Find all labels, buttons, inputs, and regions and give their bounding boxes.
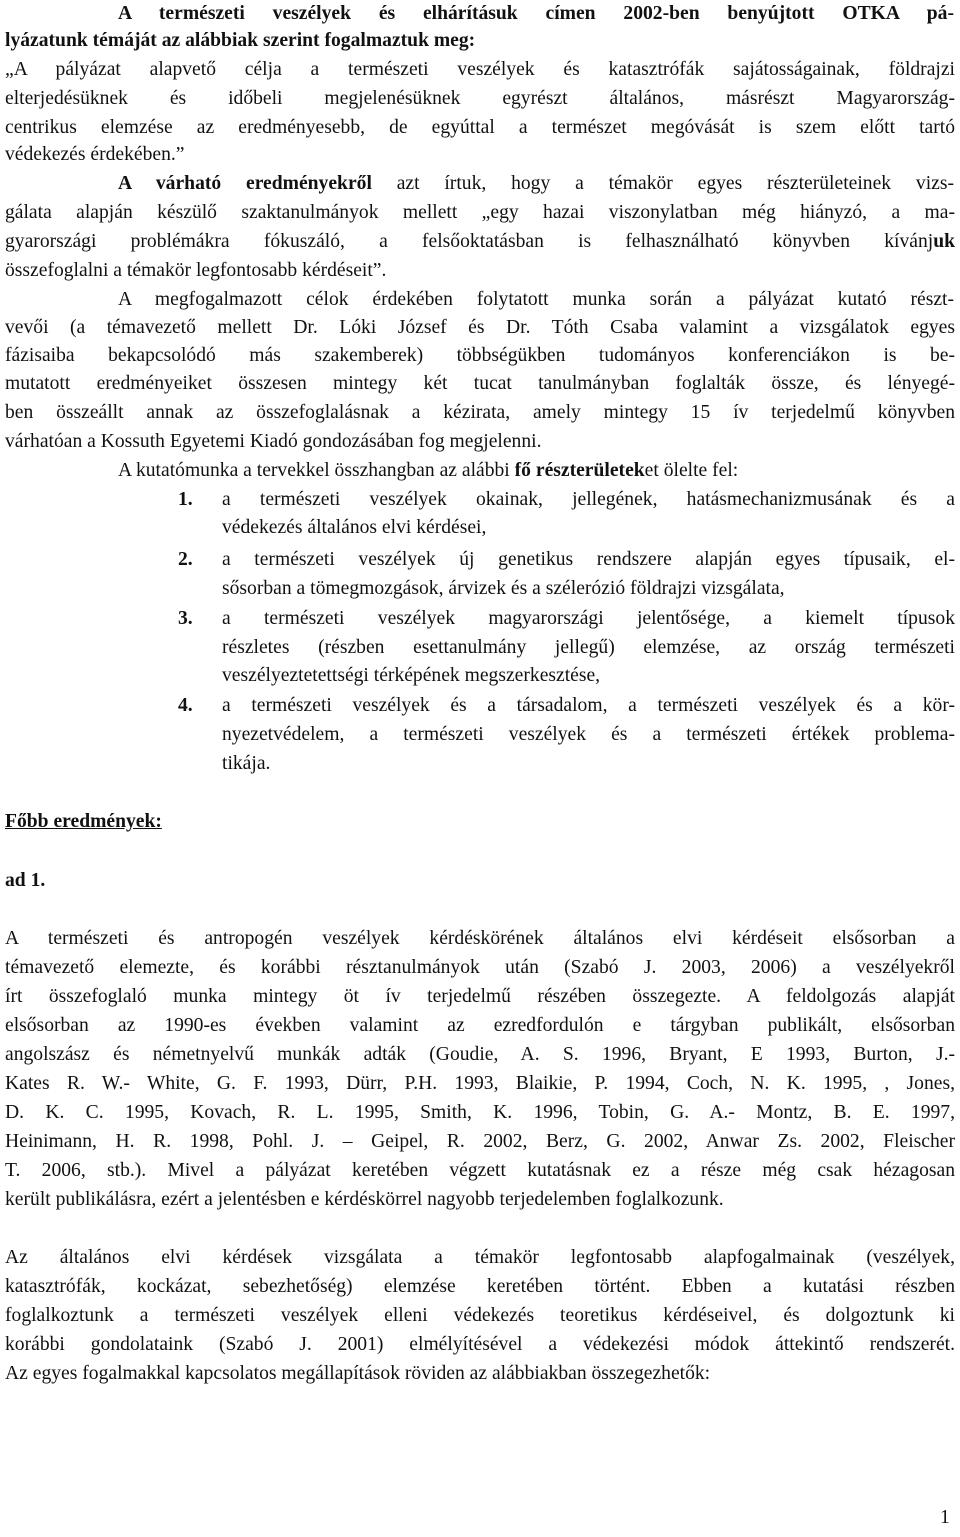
work-line: várhatóan a Kossuth Egyetemi Kiadó gondozásában fog megjelenni. (5, 431, 542, 452)
para1-line: írt összefoglaló munka mintegy öt ív terjedelmű részében összegezte. A feldolgozás alapját (5, 986, 955, 1007)
para1-line: Heinimann, H. R. 1998, Pohl. J. – Geipel, R. 2002, Berz, G. 2002, Anwar Zs. 2002, Fleischer (5, 1131, 955, 1152)
research-line (118, 457, 738, 485)
para2-line: katasztrófák, kockázat, sebezhetőség) elemzése keretében történt. Ebben a kutatási részben (5, 1276, 955, 1297)
para2-line: korábbi gondolataink (Szabó J. 2001) elmélyítésével a védekezési módok áttekintő rendszerét. (5, 1334, 955, 1355)
list-number: 3. (178, 608, 193, 629)
page-number: 1 (940, 1507, 950, 1528)
list-item-line: a természeti veszélyek okainak, jellegének, hatásmechanizmusának és a (222, 489, 955, 510)
expected-lead-rest: azt írtuk, hogy a témakör egyes részterületeinek vizs- (371, 173, 954, 194)
para2-line: foglalkoztunk a természeti veszélyek elleni védekezés teoretikus kérdéseivel, és dolgoztunk ki (5, 1305, 955, 1326)
expected-line (118, 170, 954, 198)
intro-line: „A pályázat alapvető célja a természeti veszélyek és katasztrófák sajátosságainak, földrajzi (5, 59, 955, 80)
results-heading: Főbb eredmények: (5, 811, 162, 832)
para1-line: Kates R. W.- White, G. F. 1993, Dürr, P.H. 1993, Blaikie, P. 1994, Coch, N. K. 1995, , Jones, (5, 1073, 955, 1094)
para2-line: Az egyes fogalmakkal kapcsolatos megállapítások röviden az alábbiakban összegezhetők: (5, 1363, 711, 1384)
intro-line: lyázatunk témáját az alábbiak szerint fogalmaztuk meg: (5, 30, 476, 51)
expected-lead: A várható eredményekről (118, 173, 372, 194)
expected-line: gálata alapján készülő szaktanulmányok mellett „egy hazai viszonylatban még hiányzó, a ma- (5, 202, 955, 223)
ad-heading: ad 1. (5, 870, 46, 891)
list-item-line: részletes (részben esettanulmány jellegű) elemzése, az ország természeti (222, 637, 955, 658)
list-item-line: a természeti veszélyek új genetikus rendszere alapján egyes típusaik, el- (222, 549, 955, 570)
intro-line: védekezés érdekében.” (5, 144, 185, 165)
para1-line: témavezető elemezte, és korábbi résztanulmányok után (Szabó J. 2003, 2006) a veszélyekről (5, 957, 955, 978)
work-line: mutatott eredményeiket összesen mintegy két tucat tanulmányban foglalták össze, és lényegé- (5, 373, 955, 394)
research-bold-2: részterületek (535, 460, 645, 481)
research-bold-1: fő (514, 460, 531, 481)
para1-line: D. K. C. 1995, Kovach, R. L. 1995, Smith, K. 1996, Tobin, G. A.- Montz, B. E. 1997, (5, 1102, 955, 1123)
para1-line: elsősorban az 1990-es években valamint az ezredfordulón e tárgyban publikált, elsősorban (5, 1015, 955, 1036)
para1-line: T. 2006, stb.). Mivel a pályázat keretében végzett kutatásnak ez a része még csak hézagosan (5, 1160, 955, 1181)
expected-line-bold-tail: uk (933, 231, 955, 252)
list-number: 4. (178, 695, 193, 716)
list-item-line: nyezetvédelem, a természeti veszélyek és a természeti értékek problema- (222, 724, 955, 745)
research-post: et ölelte fel: (644, 460, 739, 481)
expected-line (5, 228, 955, 256)
intro-line: centrikus elemzése az eredményesebb, de egyúttal a természet megóvását is szem előtt tartó (5, 117, 955, 138)
list-number: 2. (178, 549, 193, 570)
list-item-line: a természeti veszélyek és a társadalom, a természeti veszélyek és a kör- (222, 695, 955, 716)
para2-line: Az általános elvi kérdések vizsgálata a témakör legfontosabb alapfogalmainak (veszélyek, (5, 1247, 955, 1268)
expected-line-text: gyarországi problémákra fókuszáló, a felsőoktatásban is felhasználható könyvben kívánj (5, 231, 934, 252)
list-item-line: veszélyeztetettségi térképének megszerkesztése, (222, 665, 601, 686)
intro-line: A természeti veszélyek és elhárításuk címen 2002-ben benyújtott OTKA pá- (118, 3, 954, 24)
para1-line: került publikálásra, ezért a jelentésben e kérdéskörrel nagyobb terjedelemben foglalkozunk. (5, 1189, 724, 1210)
intro-line: elterjedésüknek és időbeli megjelenésüknek egyrészt általános, másrészt Magyarország- (5, 88, 955, 109)
work-line: vevői (a témavezető mellett Dr. Lóki József és Dr. Tóth Csaba valamint a vizsgálatok egyes (5, 317, 955, 338)
para1-line: angolszász és németnyelvű munkák adták (Goudie, A. S. 1996, Bryant, E 1993, Burton, J.- (5, 1044, 955, 1065)
list-number: 1. (178, 489, 193, 510)
work-line: fázisaiba bekapcsolódó más szakemberek) többségükben tudományos konferenciákon is be- (5, 345, 955, 366)
list-item-line: a természeti veszélyek magyarországi jelentősége, a kiemelt típusok (222, 608, 955, 629)
research-pre: A kutatómunka a tervekkel összhangban az alábbi (118, 460, 515, 481)
para1-line: A természeti és antropogén veszélyek kérdéskörének általános elvi kérdéseit elsősorban a (5, 928, 955, 949)
list-item-line: tikája. (222, 753, 271, 774)
work-line: ben összeállt annak az összefoglalásnak a kézirata, amely mintegy 15 ív terjedelmű könyvben (5, 402, 955, 423)
list-item-line: védekezés általános elvi kérdései, (222, 517, 487, 538)
list-item-line: sősorban a tömegmozgások, árvizek és a szélerózió földrajzi vizsgálata, (222, 578, 785, 599)
work-line: A megfogalmazott célok érdekében folytatott munka során a pályázat kutató részt- (118, 289, 954, 310)
expected-line: összefoglalni a témakör legfontosabb kérdéseit”. (5, 260, 387, 281)
